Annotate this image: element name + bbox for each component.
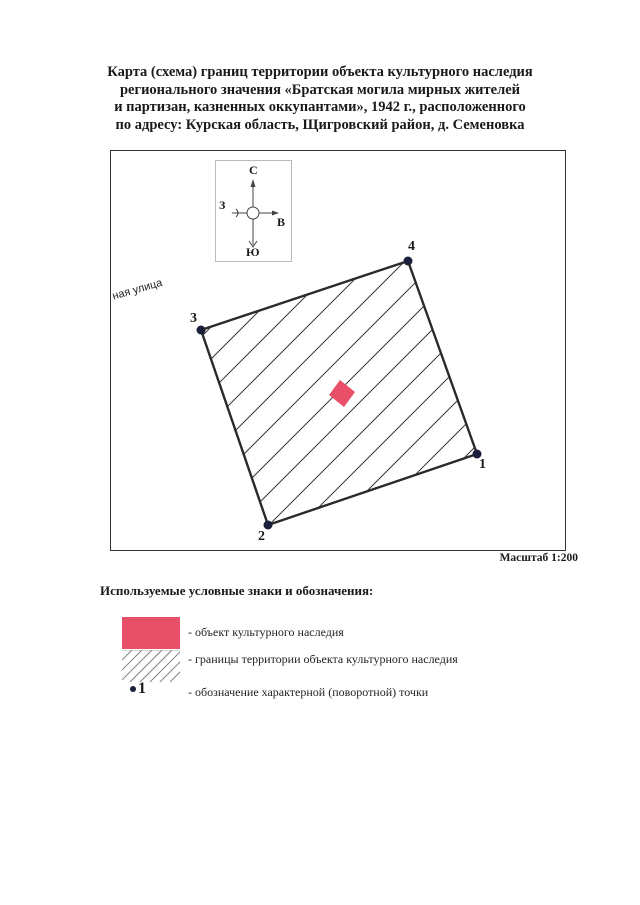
boundary-point-4 xyxy=(404,257,413,266)
point-icon xyxy=(130,686,136,692)
hatch-line xyxy=(111,151,515,550)
legend-swatch-boundary xyxy=(122,650,180,682)
map-frame xyxy=(110,150,566,551)
title-line: Карта (схема) границ территории объекта культурного наследия xyxy=(107,64,533,80)
territory-map xyxy=(111,151,565,550)
street-label: ная улица xyxy=(111,276,164,303)
hatch-line xyxy=(255,151,565,550)
hatch-line xyxy=(319,151,565,550)
compass-east: В xyxy=(277,215,286,229)
title-line: по адресу: Курская область, Щигровский район, д. Семеновка xyxy=(115,116,525,133)
legend-swatch-heritage xyxy=(122,617,180,649)
point-label-4: 4 xyxy=(408,239,415,254)
hatch-line xyxy=(170,650,180,682)
title-line: регионального значения «Братская могила мирных жителей xyxy=(119,81,521,98)
compass-north: С xyxy=(249,163,258,177)
territory-hatching xyxy=(111,151,565,550)
legend-point-symbol xyxy=(130,680,146,698)
hatch-line xyxy=(130,650,162,682)
map-scale: Масштаб 1:200 xyxy=(499,552,578,564)
legend-text-heritage: - объект культурного наследия xyxy=(188,625,344,639)
hatch-line xyxy=(111,151,483,550)
boundary-point-3 xyxy=(197,326,206,335)
point-label-1: 1 xyxy=(479,457,486,472)
map-title xyxy=(80,64,560,134)
hatch-line xyxy=(383,151,565,550)
point-label-3: 3 xyxy=(190,311,197,326)
compass-south: Ю xyxy=(246,245,260,259)
hatch-line xyxy=(127,151,547,550)
heritage-object xyxy=(329,380,355,407)
point-label-2: 2 xyxy=(258,529,265,544)
legend-title: Используемые условные знаки и обозначения: xyxy=(100,583,374,598)
compass-west: З xyxy=(219,198,226,212)
hatch-line xyxy=(351,151,565,550)
legend-point-number: 1 xyxy=(138,680,146,697)
compass-rose xyxy=(215,160,292,262)
hatch-line xyxy=(287,151,565,550)
hatch-line xyxy=(140,650,172,682)
legend-text-point: - обозначение характерной (поворотной) точки xyxy=(188,685,429,699)
title-line: и партизан, казненных оккупантами», 1942 г., расположенного xyxy=(114,99,526,115)
hatch-line xyxy=(415,151,565,550)
legend-text-boundary: - границы территории объекта культурного наследия xyxy=(188,652,458,666)
hatch-line xyxy=(122,650,132,682)
hatch-line xyxy=(447,151,565,550)
